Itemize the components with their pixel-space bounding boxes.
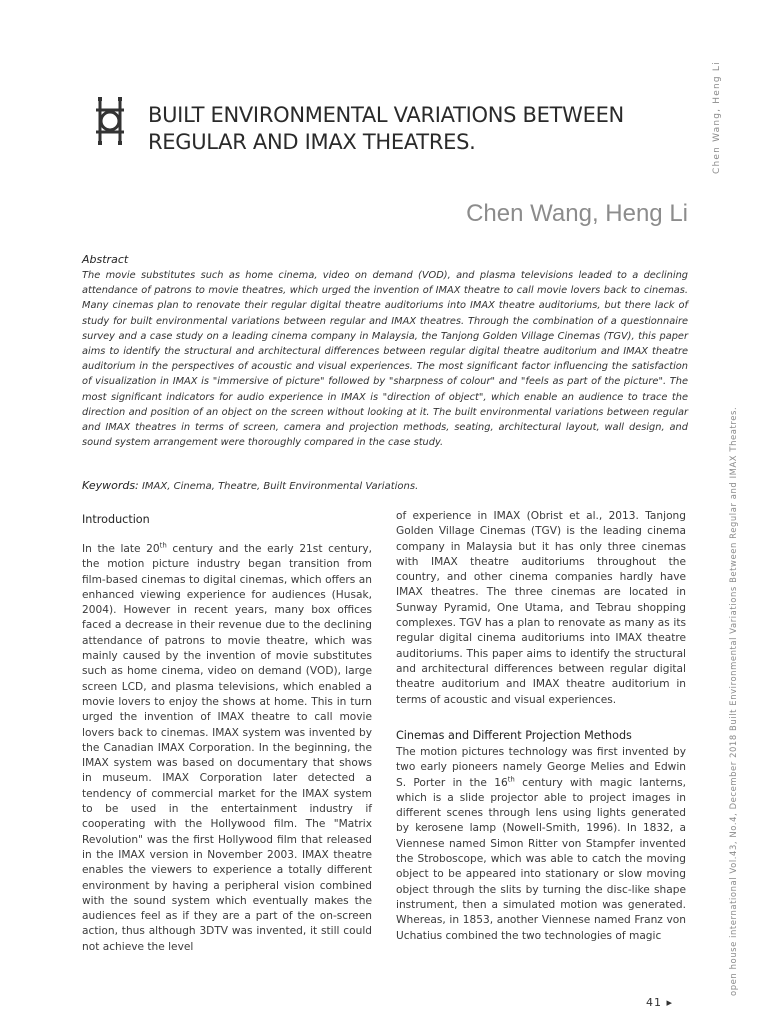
keywords-label: Keywords: <box>82 479 139 492</box>
abstract-heading: Abstract <box>82 253 129 266</box>
abstract-text: The movie substitutes such as home cinema, video on demand (VOD), and plasma televisions leaded to a declining attendance of patrons to movie theatres, which urged the invention of IMAX theatre to call movie lovers back to cinemas. Many cinemas plan to renovate their regular digital theatre auditoriums into IMAX theatre auditoriums, but there lack of study for built environmental variations between regular and IMAX theatres. Through the combination of a questionnaire survey and a case study on a leading cinema company in Malaysia, the Tanjong Golden Village Cinemas (TGV), this paper aims to identify the structural and architectural differences between regular digital theatre auditorium and IMAX theatre auditorium in the perspectives of acoustic and visual experiences. The most significant factor influencing the satisfaction of visualization in IMAX is "immersive of picture" followed by "sharpness of colour" and "feels as part of the picture". The most significant indicators for audio experience in IMAX is "direction of object", which enable an audience to trace the direction and position of an object on the screen without looking at it. The built environmental variations between regular and IMAX theatres in terms of screen, camera and projection methods, seating, architectural layout, wall design, and sound system arrangement were thoroughly compared in the case study. <box>82 270 688 449</box>
intro-superscript: th <box>159 541 167 550</box>
journal-logo-icon <box>92 96 128 146</box>
introduction-heading: Introduction <box>82 513 150 526</box>
cinemas-text-a: The motion pictures technology was first invented by two early pioneers namely George Melies and Edwin S. Porter in the 16 <box>396 746 686 789</box>
introduction-paragraph-1 <box>82 542 372 955</box>
cinemas-heading: Cinemas and Different Projection Methods <box>396 729 632 742</box>
intro-text-b: century and the early 21st century, the motion picture industry began transition from film-based cinemas to digital cinemas, which offers an enhanced viewing experience for audiences (Husak, 2004). However in recent years, many box offices faced a decrease in their revenue due to the declining attendance of patrons to movie theatre, which was mainly caused by the invention of movie substitutes such as home cinema, video on demand (VOD), large screen LCD, and plasma televisions, which enabled a movie lovers to enjoy the shows at home. This in turn urged the invention of IMAX theatre to call movie lovers back to cinemas. IMAX system was invented by the Canadian IMAX Corporation. In the beginning, the IMAX system was based on documentary that shows in museum. IMAX Corporation later detected a tendency of commercial market for the IMAX system to be used in the entertainment industry if cooperating with the Hollywood film. The "Matrix Revolution" was the first Hollywood film that released in the IMAX version in November 2003. IMAX theatre enables the viewers to experience a totally different environment by having a peripheral vision combined with the sound system which eventually makes the audiences feel as if they are a part of the on-screen action, thus although 3DTV was invented, it still could not achieve the level <box>82 543 372 953</box>
cinemas-text-b: century with magic lanterns, which is a slide projector able to project images in different scenes through lens using lights generated by kerosene lamp (Nowell-Smith, 1996). In 1832, a Viennese named Simon Ritter von Stampfer invented the Stroboscope, which was able to catch the moving object to be appeared into stationary or slow moving object through the slits by turning the disc-like shape instrument, then a simulated motion was generated. Whereas, in 1853, another Viennese named Franz von Uchatius combined the two technologies of magic <box>396 776 686 942</box>
keywords-line <box>82 479 688 492</box>
title-line-2: REGULAR AND IMAX THEATRES. <box>148 130 476 154</box>
paper-authors: Chen Wang, Heng Li <box>466 200 688 227</box>
introduction-paragraph-2: of experience in IMAX (Obrist et al., 2013. Tanjong Golden Village Cinemas (TGV) is the leading cinema company in Malaysia but it has only three cinemas with IMAX theatre auditoriums throughout the country, and other cinema companies hardly have IMAX theatres. The three cinemas are located in Sunway Pyramid, One Utama, and Tebrau shopping complexes. TGV has a plan to renovate as many as its regular digital cinema auditoriums into IMAX theatre auditoriums. This paper aims to identify the structural and architectural differences between regular digital theatre auditorium and IMAX theatre auditorium in terms of acoustic and visual experiences. <box>396 510 686 706</box>
running-author: Chen Wang, Heng Li <box>712 61 722 174</box>
page-number: 41 ▸ <box>646 996 674 1009</box>
title-line-1: BUILT ENVIRONMENTAL VARIATIONS BETWEEN <box>148 103 624 127</box>
paper-title <box>148 102 668 156</box>
cinemas-paragraph <box>396 745 686 944</box>
cinemas-superscript: th <box>507 775 515 784</box>
running-journal: open house international Vol.43, No.4, December 2018 Built Environmental Variations Between Regular and IMAX Theatres. <box>728 406 738 996</box>
intro-text-a: In the late 20 <box>82 543 160 555</box>
keywords-text: IMAX, Cinema, Theatre, Built Environmental Variations. <box>141 481 419 492</box>
